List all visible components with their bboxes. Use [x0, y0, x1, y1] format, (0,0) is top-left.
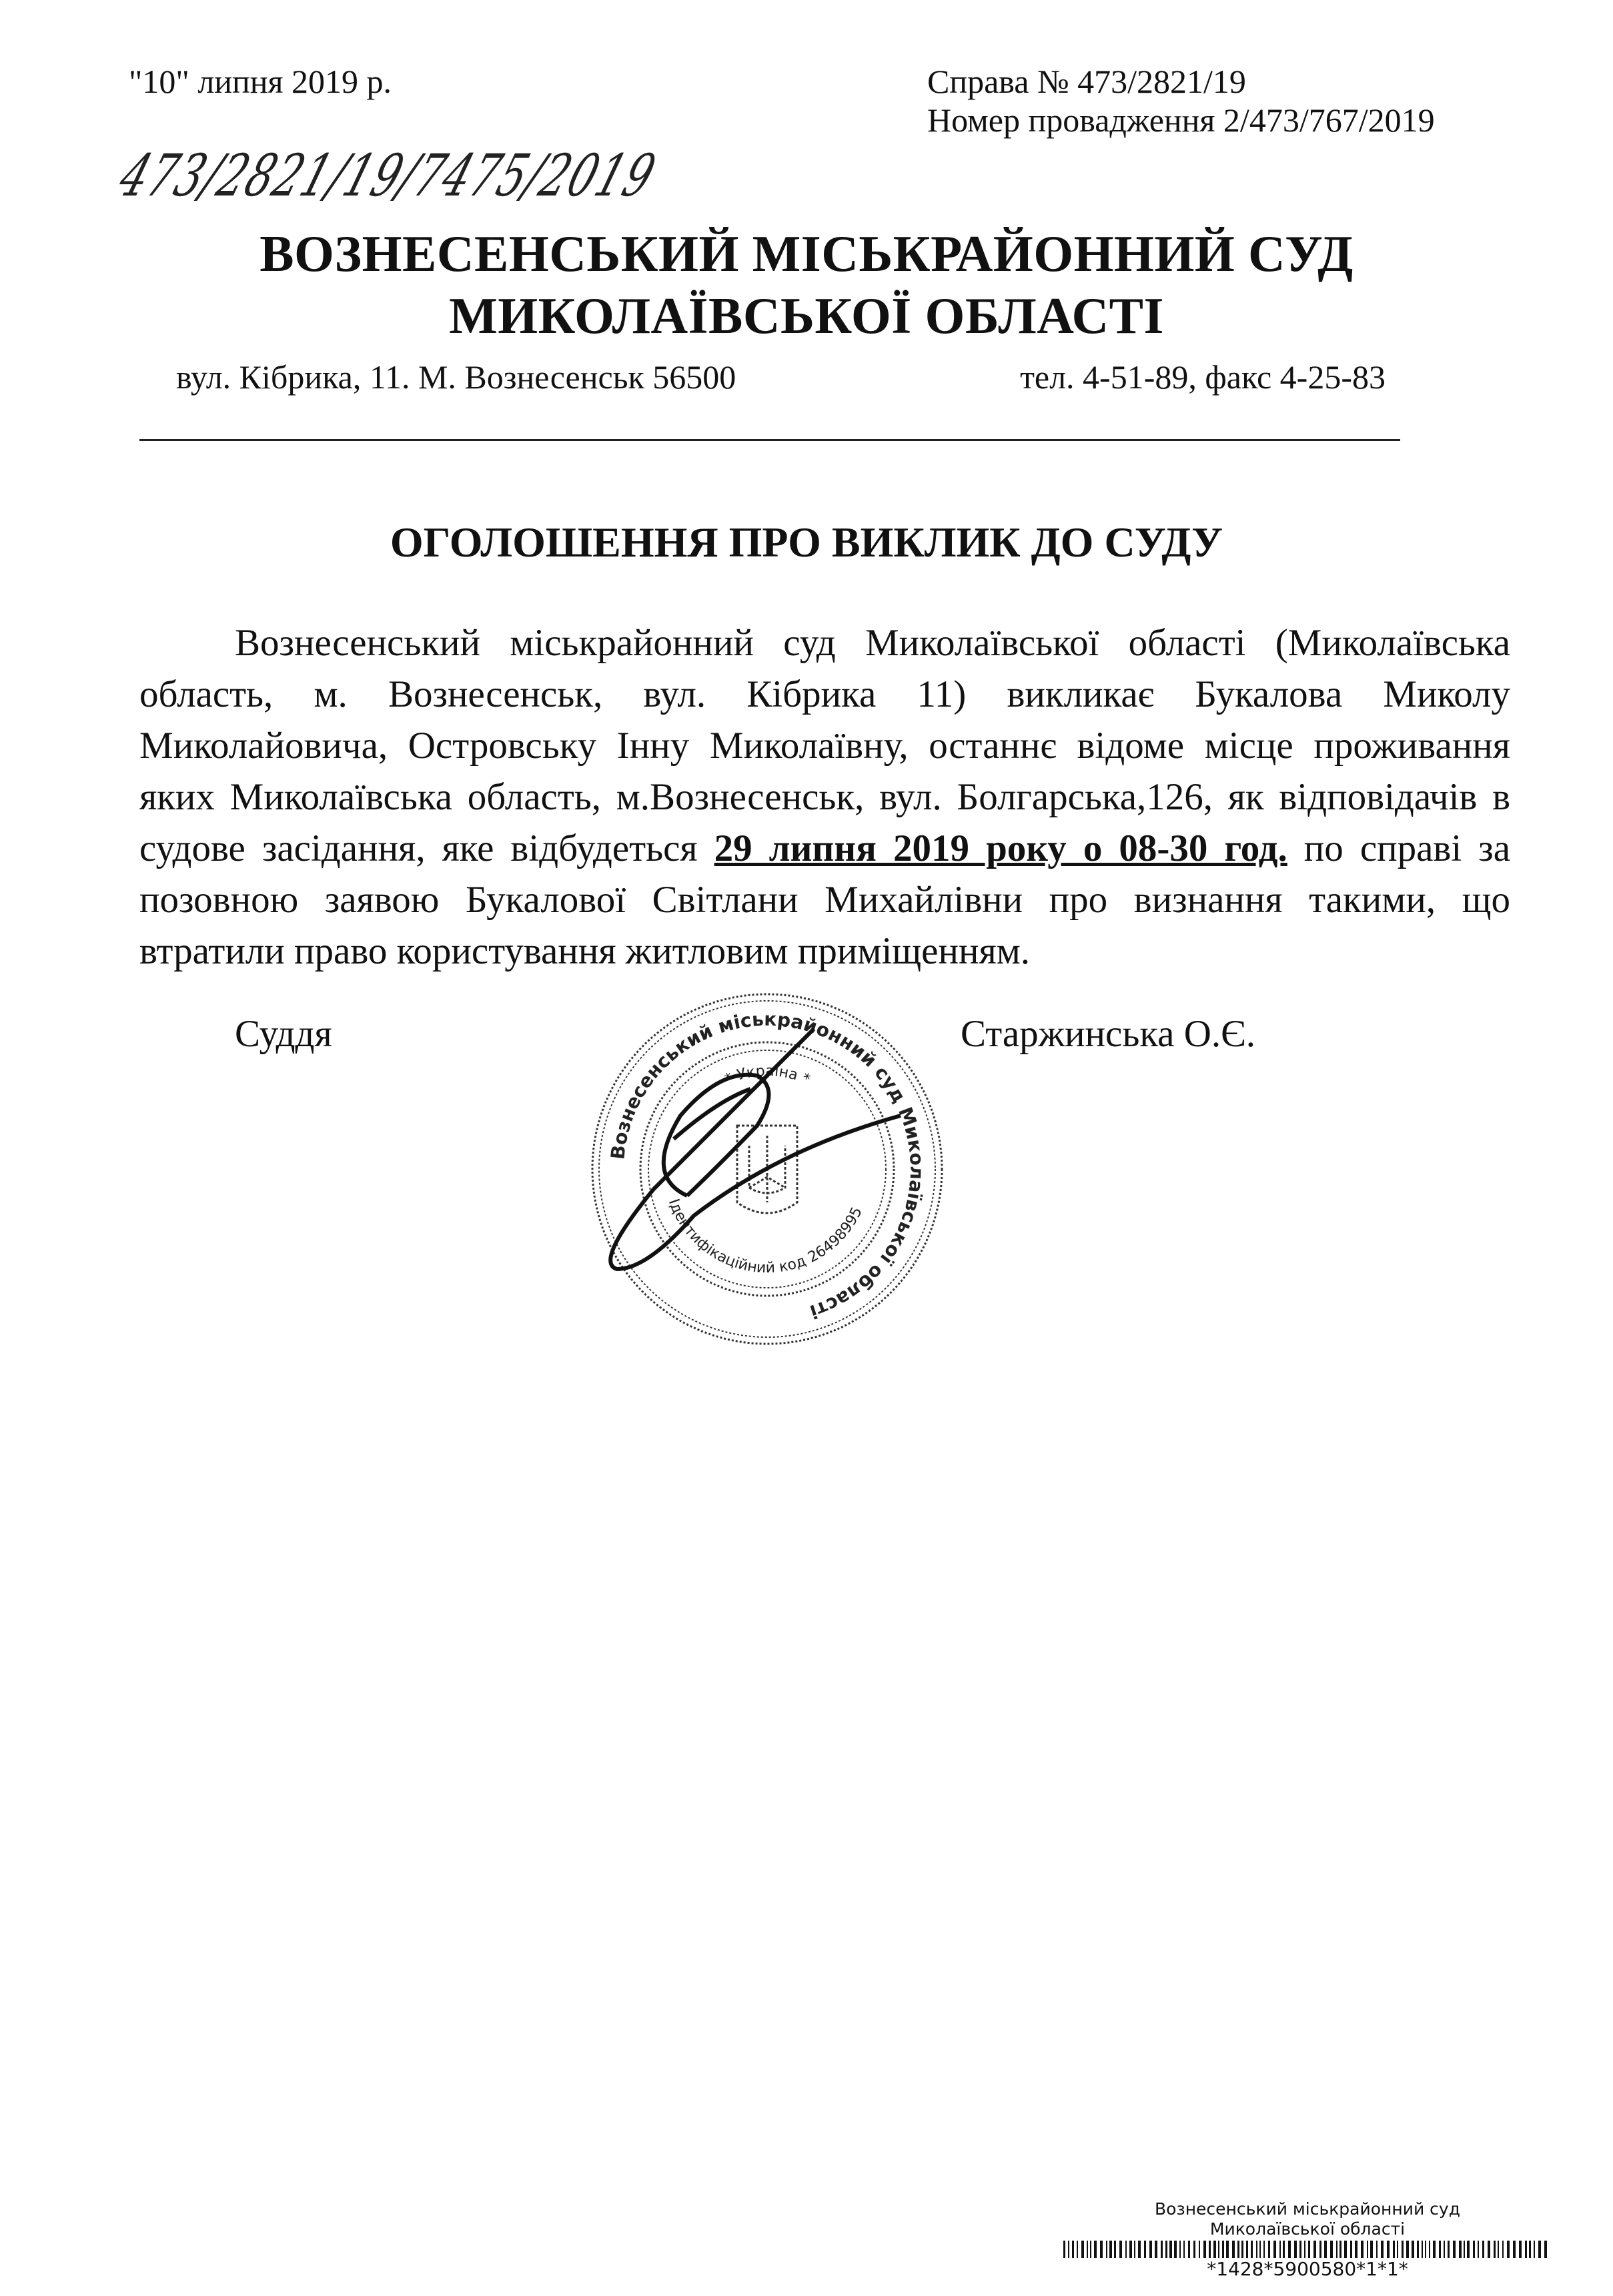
- barcode-bar: [1397, 2241, 1398, 2258]
- barcode-bar: [1459, 2241, 1462, 2258]
- barcode-bar: [1161, 2241, 1163, 2258]
- barcode-bar: [1433, 2241, 1436, 2258]
- barcode-bar: [1529, 2241, 1531, 2258]
- barcode-bar: [1355, 2241, 1358, 2258]
- barcode-bar: [1251, 2241, 1253, 2258]
- barcode-bar: [1367, 2241, 1368, 2258]
- barcode-bar: [1350, 2241, 1352, 2258]
- barcode-bar: [1114, 2241, 1116, 2258]
- barcode-bar: [1087, 2241, 1088, 2258]
- header-divider: [139, 439, 1400, 441]
- barcode-bar: [1308, 2241, 1310, 2258]
- barcode-bar: [1134, 2241, 1135, 2258]
- barcode-bar: [1226, 2241, 1229, 2258]
- document-date: "10" липня 2019 р.: [129, 63, 392, 100]
- barcode-bar: [1482, 2241, 1484, 2258]
- barcode-bar: [1467, 2241, 1470, 2258]
- barcode-bar: [1412, 2241, 1414, 2258]
- barcode-bar: [1259, 2241, 1261, 2258]
- barcode-bar: [1199, 2241, 1200, 2258]
- barcode-number: *1428*5900580*1*1*: [1207, 2258, 1408, 2280]
- barcode-bar: [1256, 2241, 1257, 2258]
- court-address: вул. Кібрика, 11. М. Вознесенськ 56500: [176, 358, 736, 396]
- barcode-bar: [1525, 2241, 1527, 2258]
- barcode-bar: [1453, 2241, 1456, 2258]
- barcode-bar: [1188, 2241, 1190, 2258]
- barcode-bar: [1232, 2241, 1235, 2258]
- barcode-bar: [1478, 2241, 1479, 2258]
- judge-name: Старжинська О.Є.: [961, 1013, 1256, 1055]
- barcode-bar: [1237, 2241, 1239, 2258]
- proceeding-number: Номер провадження 2/473/767/2019: [927, 101, 1435, 139]
- barcode-bar: [1090, 2241, 1091, 2258]
- barcode-bar: [1094, 2241, 1097, 2258]
- barcode-bar: [1330, 2241, 1333, 2258]
- barcode-bar: [1063, 2241, 1065, 2258]
- seal-outer-text: Вознесенський міськрайонний суд Миколаївської області: [606, 1008, 929, 1323]
- barcode-bar: [1183, 2241, 1185, 2258]
- barcode-bar: [1119, 2241, 1122, 2258]
- barcode-bar: [1448, 2241, 1450, 2258]
- barcode-bar: [1179, 2241, 1181, 2258]
- barcode-bar: [1106, 2241, 1107, 2258]
- notice-heading: ОГОЛОШЕННЯ ПРО ВИКЛИК ДО СУДУ: [390, 518, 1223, 566]
- barcode-bar: [1519, 2241, 1522, 2258]
- barcode-bar: [1319, 2241, 1321, 2258]
- barcode-bar: [1339, 2241, 1341, 2258]
- barcode-bar: [1494, 2241, 1496, 2258]
- barcode-bar: [1299, 2241, 1301, 2258]
- barcode-bar: [1439, 2241, 1441, 2258]
- barcode-bar: [1406, 2241, 1409, 2258]
- barcode-bar: [1344, 2241, 1347, 2258]
- barcode-bar: [1174, 2241, 1177, 2258]
- barcode-bar: [1336, 2241, 1337, 2258]
- notice-text-after-date: по справі за позовною заявою Букалової Світлани Михайлівни про визнання такими, що втратили право користування житловим приміщенням.: [139, 827, 1511, 972]
- barcode-bar: [1283, 2241, 1285, 2258]
- barcode-bar: [1268, 2241, 1270, 2258]
- barcode-bar: [1213, 2241, 1216, 2258]
- barcode-bar: [1100, 2241, 1103, 2258]
- barcode: [1063, 2241, 1552, 2258]
- barcode-bar: [1498, 2241, 1499, 2258]
- handwritten-registration-number: 473/2821/19/7475/2019: [111, 141, 665, 210]
- barcode-bar: [1313, 2241, 1316, 2258]
- barcode-bar: [1246, 2241, 1248, 2258]
- barcode-bar: [1387, 2241, 1390, 2258]
- hearing-date: 29 липня 2019 року о 08-30 год.: [714, 827, 1287, 869]
- barcode-bar: [1422, 2241, 1423, 2258]
- court-phone-fax: тел. 4-51-89, факс 4-25-83: [1020, 358, 1386, 396]
- barcode-bar: [1222, 2241, 1224, 2258]
- notice-body: [139, 617, 1510, 977]
- barcode-bar: [1425, 2241, 1426, 2258]
- notice-text-before-date: Вознесенський міськрайонний суд Миколаївської області (Миколаївська область, м. Вознесенськ, вул. Кібрика 11) викликає Букалова Миколу Миколайовича, Островську Інну Миколаївну, останнє відоме місце проживання яких Миколаївська область, м.Вознесенськ, вул. Болгарська,126, як відповідачів в судове засідання, яке відбудеться: [139, 622, 1510, 869]
- barcode-bar: [1288, 2241, 1291, 2258]
- barcode-bar: [1241, 2241, 1243, 2258]
- barcode-bar: [1109, 2241, 1112, 2258]
- barcode-bar: [1273, 2241, 1276, 2258]
- barcode-bar: [1193, 2241, 1195, 2258]
- barcode-bar: [1081, 2241, 1084, 2258]
- barcode-bar: [1144, 2241, 1146, 2258]
- barcode-bar: [1304, 2241, 1305, 2258]
- barcode-bar: [1361, 2241, 1364, 2258]
- barcode-bar: [1488, 2241, 1490, 2258]
- barcode-bar: [1165, 2241, 1167, 2258]
- barcode-bar: [1538, 2241, 1541, 2258]
- barcode-bar: [1263, 2241, 1265, 2258]
- barcode-bar: [1129, 2241, 1132, 2258]
- court-name-line1: ВОЗНЕСЕНСЬКИЙ МІСЬКРАЙОННИЙ СУД: [259, 225, 1354, 282]
- barcode-bar: [1218, 2241, 1219, 2258]
- seal-bottom-text: * Україна *: [722, 1062, 813, 1089]
- barcode-bar: [1513, 2241, 1516, 2258]
- barcode-bar: [1429, 2241, 1430, 2258]
- barcode-bar: [1417, 2241, 1419, 2258]
- barcode-bar: [1507, 2241, 1510, 2258]
- barcode-bar: [1402, 2241, 1404, 2258]
- barcode-bar: [1203, 2241, 1206, 2258]
- barcode-bar: [1077, 2241, 1078, 2258]
- barcode-bar: [1155, 2241, 1157, 2258]
- case-number: Справа № 473/2821/19: [927, 63, 1246, 100]
- barcode-bar: [1209, 2241, 1211, 2258]
- barcode-bar: [1444, 2241, 1445, 2258]
- barcode-bar: [1072, 2241, 1074, 2258]
- signature-role: Суддя: [235, 1013, 332, 1055]
- barcode-bar: [1279, 2241, 1281, 2258]
- barcode-bar: [1534, 2241, 1535, 2258]
- barcode-bar: [1370, 2241, 1373, 2258]
- barcode-bar: [1393, 2241, 1395, 2258]
- seal-inner-text: Ідентифікаційний код 26498995: [664, 1196, 866, 1277]
- barcode-bar: [1149, 2241, 1152, 2258]
- barcode-bar: [1294, 2241, 1297, 2258]
- footer-court-name-line2: Миколаївської області: [1209, 2219, 1406, 2239]
- barcode-bar: [1376, 2241, 1378, 2258]
- footer-court-name-line1: Вознесенський міськрайонний суд: [1154, 2199, 1461, 2219]
- barcode-bar: [1464, 2241, 1465, 2258]
- barcode-bar: [1068, 2241, 1069, 2258]
- barcode-bar: [1138, 2241, 1141, 2258]
- barcode-bar: [1125, 2241, 1127, 2258]
- barcode-bar: [1324, 2241, 1327, 2258]
- barcode-bar: [1473, 2241, 1475, 2258]
- barcode-bar: [1544, 2241, 1547, 2258]
- barcode-bar: [1381, 2241, 1384, 2258]
- barcode-bar: [1169, 2241, 1172, 2258]
- barcode-bar: [1502, 2241, 1504, 2258]
- court-seal: [587, 989, 947, 1349]
- court-name-line2: МИКОЛАЇВСЬКОЇ ОБЛАСТІ: [449, 287, 1164, 344]
